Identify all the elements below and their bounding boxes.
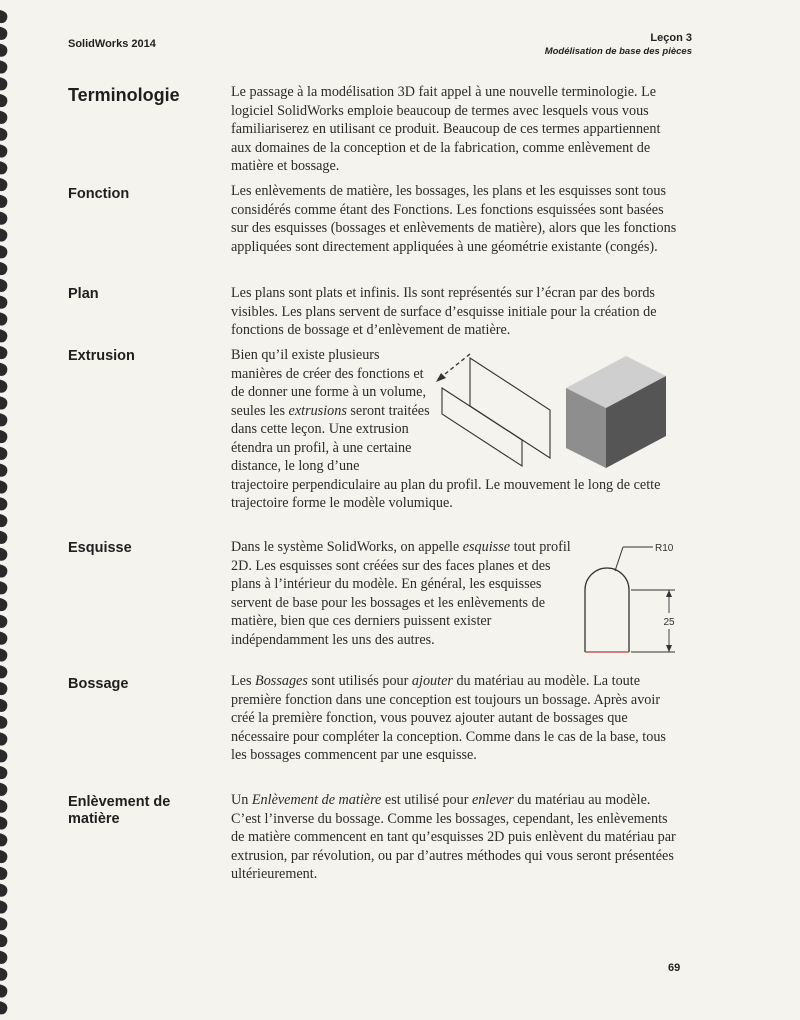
spiral-ring (0, 951, 7, 964)
text-fonction: Les enlèvements de matière, les bossages, les plans et les esquisses sont tous considérés comme étant des Fonctions. Les fonctions esquissées sont basées sur des esquisses (bossages et enlèvements de matière), alors que les fonctions appliquées sont directement appliquées à une géométrie existante (congés). (231, 183, 677, 255)
spiral-ring (0, 699, 7, 712)
spiral-ring (0, 800, 7, 813)
spiral-ring (0, 60, 7, 73)
spiral-ring (0, 968, 7, 981)
em-enlever: enlever (472, 792, 514, 808)
spiral-ring (0, 783, 7, 796)
spiral-ring (0, 212, 7, 225)
text-terminologie: Le passage à la modélisation 3D fait appel à une nouvelle terminologie. Le logiciel SolidWorks emploie beaucoup de termes avec lesquels vous vous familiariserez en utilisant ce produit. Beaucoup de ces termes appartiennent aux domaines de la conception et de la fabrication, comme enlèvement de matière et bossage. (231, 84, 661, 174)
text-enlevement: Un Enlèvement de matière est utilisé pour enlever du matériau au modèle. C’est l’inverse du bossage. Comme les bossages, cependant, les enlèvements de matière commencent en tant qu’esquisses 2D puis enlèvent du matériau par extrusion, par révolution, ou par d’autres méthodes qui vous seront présentées ultérieurement. (231, 792, 676, 882)
spiral-ring (0, 749, 7, 762)
text-plan: Les plans sont plats et infinis. Ils sont représentés sur l’écran par des bords visibles. Les plans servent de surface d’esquisse initiale pour la création de fonctions de bossage et d’enlèvement de matière. (231, 285, 657, 338)
spiral-ring (0, 346, 7, 359)
spiral-ring (0, 682, 7, 695)
lesson-number: Leçon 3 (650, 32, 692, 44)
spiral-ring (0, 833, 7, 846)
spiral-ring (0, 531, 7, 544)
spiral-ring (0, 27, 7, 40)
spiral-ring (0, 363, 7, 376)
text-bossage: Les Bossages sont utilisés pour ajouter du matériau au modèle. La toute première fonction dans une conception est toujours un bossage. Après avoir créé la première fonction, vous pouvez ajouter autant de bossages que nécessaire pour compléter la conception. Comme dans le cas de la base, tous les bossages commencent par une esquisse. (231, 673, 666, 763)
spiral-ring (0, 716, 7, 729)
spiral-ring (0, 934, 7, 947)
heading-fonction: Fonction (68, 186, 130, 202)
dim-radius-label: R10 (655, 543, 674, 554)
extrusion-figure (430, 348, 680, 478)
em-bossages: Bossages (255, 673, 308, 689)
heading-bossage: Bossage (68, 676, 129, 692)
em-extrusions: extrusions (288, 402, 347, 419)
spiral-ring (0, 514, 7, 527)
text-extrusion: Bien qu’il existe plusieurs manières de créer des fonctions et de donner une forme à un volume, seules les extrusions seront traitées dans cette leçon. Une extrusion étendra un profil, à une certaine distance, le long d’une trajectoire perpendiculaire au plan du profil. Le mouvement le long de cette trajectoire forme le modèle volumique. (231, 347, 661, 511)
spiral-ring (0, 178, 7, 191)
heading-extrusion: Extrusion (68, 348, 135, 364)
spiral-ring (0, 77, 7, 90)
spiral-ring (0, 648, 7, 661)
spiral-ring (0, 598, 7, 611)
spiral-ring (0, 665, 7, 678)
text-esquisse: Dans le système SolidWorks, on appelle esquisse tout profil 2D. Les esquisses sont créées sur des faces planes et des plans à l’intérieur du modèle. En général, les esquisses servent de base pour les bossages et les enlèvements de matière, bien que ces derniers puissent exister indépendamment les uns des autres. (231, 539, 571, 648)
spiral-ring (0, 279, 7, 292)
heading-plan: Plan (68, 286, 99, 302)
em-enlevement: Enlèvement de matière (251, 792, 382, 808)
spiral-ring (0, 262, 7, 275)
spiral-ring (0, 732, 7, 745)
heading-enlevement: Enlèvement de matière (68, 794, 171, 827)
em-ajouter: ajouter (411, 673, 453, 689)
spiral-ring (0, 312, 7, 325)
spiral-ring (0, 447, 7, 460)
spiral-ring (0, 195, 7, 208)
spiral-ring (0, 615, 7, 628)
spiral-ring (0, 816, 7, 829)
header-lesson (545, 32, 692, 57)
spiral-ring (0, 632, 7, 645)
heading-esquisse: Esquisse (68, 540, 132, 556)
spiral-ring (0, 900, 7, 913)
spiral-ring (0, 1001, 7, 1014)
spiral-ring (0, 94, 7, 107)
spiral-ring (0, 296, 7, 309)
spiral-binding (0, 0, 16, 1020)
spiral-ring (0, 497, 7, 510)
spiral-ring (0, 867, 7, 880)
spiral-ring (0, 917, 7, 930)
spiral-ring (0, 245, 7, 258)
em-esquisse: esquisse (462, 539, 511, 555)
spiral-ring (0, 766, 7, 779)
sketch-figure (575, 535, 685, 665)
spiral-ring (0, 144, 7, 157)
spiral-ring (0, 564, 7, 577)
page-number: 69 (668, 962, 681, 974)
spiral-ring (0, 10, 7, 23)
spiral-ring (0, 161, 7, 174)
spiral-ring (0, 329, 7, 342)
spiral-ring (0, 413, 7, 426)
spiral-ring (0, 884, 7, 897)
spiral-ring (0, 396, 7, 409)
spiral-ring (0, 548, 7, 561)
spiral-ring (0, 850, 7, 863)
dim-height-label: 25 (663, 617, 675, 628)
lesson-subtitle: Modélisation de base des pièces (544, 46, 692, 57)
spiral-ring (0, 480, 7, 493)
spiral-ring (0, 581, 7, 594)
spiral-ring (0, 430, 7, 443)
spiral-ring (0, 380, 7, 393)
spiral-ring (0, 44, 7, 57)
spiral-ring (0, 464, 7, 477)
spiral-ring (0, 984, 7, 997)
header-book-title: SolidWorks 2014 (68, 38, 156, 50)
spiral-ring (0, 128, 7, 141)
spiral-ring (0, 228, 7, 241)
heading-terminologie: Terminologie (68, 85, 180, 105)
spiral-ring (0, 111, 7, 124)
